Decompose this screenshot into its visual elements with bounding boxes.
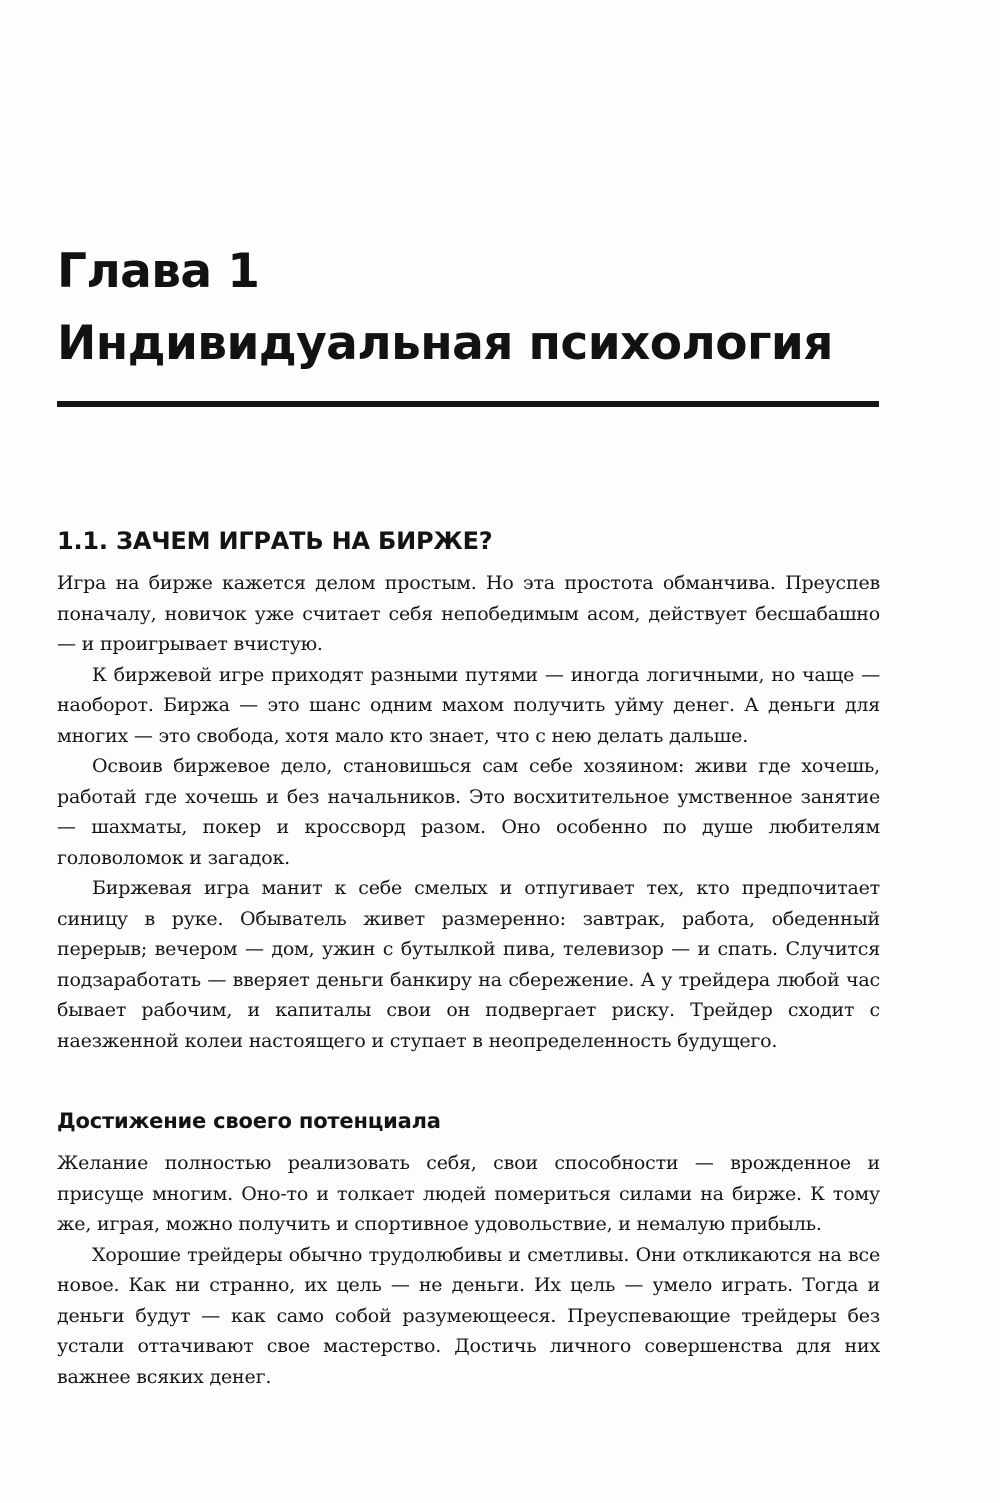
chapter-heading [57, 236, 887, 380]
paragraph: Биржевая игра манит к себе смелых и отпугивает тех, кто предпочитает синицу в руке. Обыватель живет размеренно: завтрак, работа, обеденный перерыв; вечером — дом, ужин с бутылкой пива, телевизор — и спать. Случится подзаработать — вверяет деньги банкиру на сбережение. А у трейдера любой час бывает рабочим, и капиталы свои он подвергает риску. Трейдер сходит с наезженной колеи настоящего и ступает в неопределенность будущего. [57, 877, 880, 1052]
chapter-title: Индивидуальная психология [57, 316, 833, 371]
chapter-number: Глава 1 [57, 244, 260, 299]
section-heading: 1.1. ЗАЧЕМ ИГРАТЬ НА БИРЖЕ? [57, 527, 493, 555]
chapter-divider-rule [57, 401, 879, 407]
section-body [57, 568, 880, 1056]
subsection-body [57, 1148, 880, 1392]
paragraph: К биржевой игре приходят разными путями — иногда логичными, но чаще — наоборот. Биржа — это шанс одним махом получить уйму денег. А деньги для многих — это свобода, хотя мало кто знает, что с нею делать дальше. [57, 663, 880, 747]
subsection-heading: Достижение своего потенциала [57, 1109, 441, 1133]
paragraph: Игра на бирже кажется делом простым. Но эта простота обманчива. Преуспев поначалу, новичок уже считает себя непобедимым асом, действует бесшабашно — и проигрывает вчистую. [57, 572, 880, 655]
paragraph: Желание полностью реализовать себя, свои способности — врожденное и присуще многим. Оно-то и толкает людей помериться силами на бирже. К тому же, играя, можно получить и спортивное удовольствие, и немалую прибыль. [57, 1152, 880, 1235]
paragraph: Освоив биржевое дело, становишься сам себе хозяином: живи где хочешь, работай где хочешь и без начальников. Это восхитительное умственное занятие — шахматы, покер и кроссворд разом. Оно особенно по душе любителям головоломок и загадок. [57, 755, 880, 869]
paragraph: Хорошие трейдеры обычно трудолюбивы и сметливы. Они откликаются на все новое. Как ни странно, их цель — не деньги. Их цель — умело играть. Тогда и деньги будут — как само собой разумеющееся. Преуспевающие трейдеры без устали оттачивают свое мастерство. Достичь личного совершенства для них важнее всяких денег. [57, 1243, 880, 1388]
